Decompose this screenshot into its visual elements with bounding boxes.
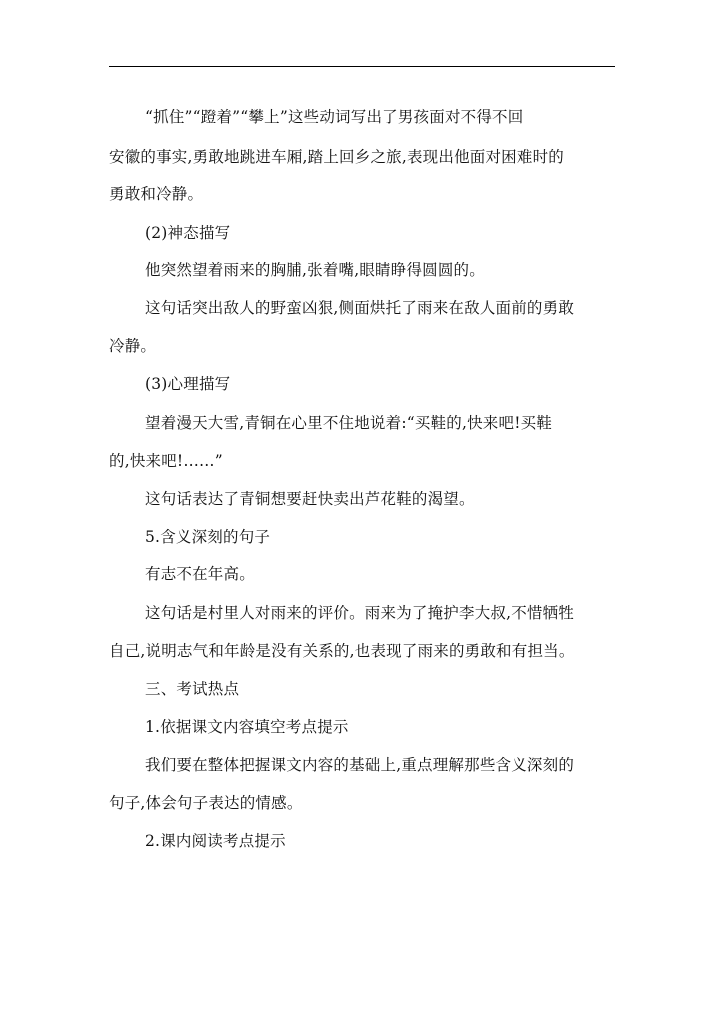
section-heading: (2)神态描写 bbox=[145, 224, 231, 242]
quote-line: 的,快来吧!……” bbox=[109, 452, 223, 470]
section-heading: (3)心理描写 bbox=[145, 375, 231, 393]
quote-line: 他突然望着雨来的胸脯,张着嘴,眼睛睁得圆圆的。 bbox=[145, 261, 485, 279]
text-line: 安徽的事实,勇敢地跳进车厢,踏上回乡之旅,表现出他面对困难时的 bbox=[109, 148, 564, 166]
section-heading: 三、考试热点 bbox=[145, 680, 240, 698]
text-line: 勇敢和冷静。 bbox=[109, 185, 204, 203]
section-heading: 1.依据课文内容填空考点提示 bbox=[145, 718, 349, 736]
section-heading: 5.含义深刻的句子 bbox=[145, 528, 271, 546]
text-line: 这句话表达了青铜想要赶快卖出芦花鞋的渴望。 bbox=[145, 490, 475, 508]
text-line: “抓住”“蹬着”“攀上”这些动词写出了男孩面对不得不回 bbox=[145, 108, 524, 126]
text-line: 我们要在整体把握课文内容的基础上,重点理解那些含义深刻的 bbox=[145, 756, 575, 774]
text-line: 这句话是村里人对雨来的评价。雨来为了掩护李大叔,不惜牺牲 bbox=[145, 604, 575, 622]
section-heading: 2.课内阅读考点提示 bbox=[145, 832, 286, 850]
quote-line: 有志不在年高。 bbox=[145, 565, 255, 583]
header-rule bbox=[109, 66, 615, 67]
text-line: 句子,体会句子表达的情感。 bbox=[109, 794, 303, 812]
text-line: 这句话突出敌人的野蛮凶狠,侧面烘托了雨来在敌人面前的勇敢 bbox=[145, 299, 575, 317]
text-line: 冷静。 bbox=[109, 337, 157, 355]
text-line: 自己,说明志气和年龄是没有关系的,也表现了雨来的勇敢和有担当。 bbox=[109, 642, 575, 660]
quote-line: 望着漫天大雪,青铜在心里不住地说着:“买鞋的,快来吧!买鞋 bbox=[145, 414, 553, 432]
